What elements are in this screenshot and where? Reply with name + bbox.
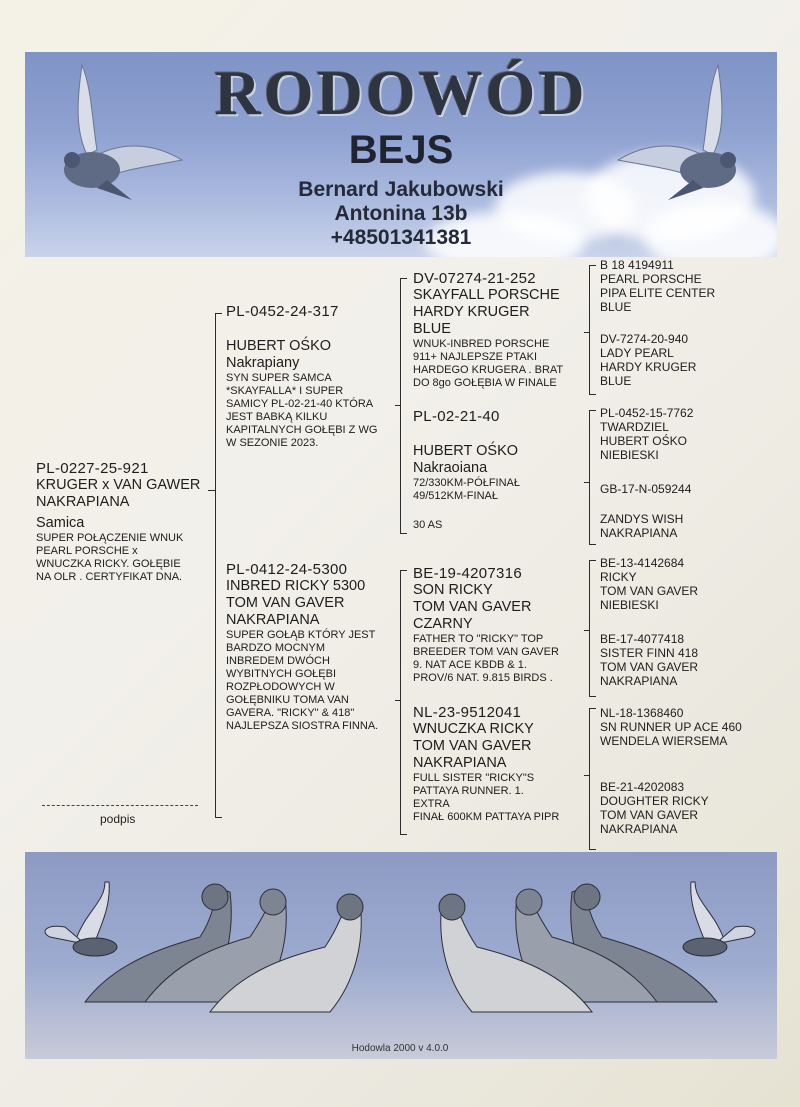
gp-dd-name: WNUCZKA RICKY (413, 721, 534, 737)
ggp-line: TWARDZIEL (600, 420, 669, 434)
ggp-line: LADY PEARL (600, 346, 674, 360)
ggp-4 (600, 482, 790, 540)
gp-sd-name: HUBERT OŚKO (413, 443, 519, 459)
gp-ss-color: BLUE (413, 321, 451, 337)
ggp-line: TOM VAN GAVER (600, 584, 699, 598)
owner-address: Antonina 13b (334, 202, 468, 225)
gp-ss-breeder: HARDY KRUGER (413, 304, 530, 320)
pigeons-illustration (25, 852, 777, 1059)
sire-name: HUBERT OŚKO (226, 338, 332, 354)
ggp-line: NAKRAPIANA (600, 822, 678, 836)
gp-dd-ring: NL-23-9512041 (413, 704, 522, 721)
subject-notes: SUPER POŁĄCZENIE WNUK PEARL PORSCHE x WNUCZKA RICKY. GOŁĘBIE NA OLR . CERTYFIKAT DNA. (36, 532, 184, 583)
ggp-line: BLUE (600, 300, 632, 314)
gp-ds-ring: BE-19-4207316 (413, 565, 522, 582)
ggp-line: NIEBIESKI (600, 448, 659, 462)
gp-sd-notes: 72/330KM-PÓŁFINAŁ 49/512KM-FINAŁ (413, 477, 520, 502)
ggp-1 (600, 258, 790, 314)
ggp-ring: GB-17-N-059244 (600, 482, 692, 496)
signature-line (42, 805, 198, 806)
sire-ring: PL-0452-24-317 (226, 303, 339, 320)
ggp-6 (600, 632, 790, 688)
ggp-ring: BE-17-4077418 (600, 632, 685, 646)
footer-pigeons-image (25, 852, 777, 1059)
ggp-line: SN RUNNER UP ACE 460 (600, 720, 742, 734)
software-credit: Hodowla 2000 v 4.0.0 (351, 1043, 449, 1054)
ggp-5 (600, 556, 790, 612)
ggp-line: WENDELA WIERSEMA (600, 734, 728, 748)
sire-color: Nakrapiany (226, 355, 300, 371)
dam-color: NAKRAPIANA (226, 612, 320, 628)
sire-bird (226, 303, 398, 450)
gp-sd-extra: 30 AS (413, 519, 443, 531)
ggp-line (600, 496, 790, 512)
grandsire-dam-side (413, 565, 588, 685)
gp-ds-color: CZARNY (413, 616, 473, 632)
owner-info (25, 178, 777, 250)
grandsire-sire-side (413, 270, 588, 390)
dam-bird (226, 561, 398, 733)
owner-name: Bernard Jakubowski (298, 178, 504, 201)
ggp-ring: BE-21-4202083 (600, 780, 685, 794)
subject-color: NAKRAPIANA (36, 494, 130, 510)
subject-sex: Samica (36, 515, 85, 531)
ggp-line: ZANDYS WISH (600, 512, 684, 526)
ggp-line: PEARL PORSCHE (600, 272, 702, 286)
dam-name: INBRED RICKY 5300 (226, 578, 366, 594)
ggp-7 (600, 706, 795, 748)
gp-ds-breeder: TOM VAN GAVER (413, 599, 532, 615)
ggp-line: TOM VAN GAVER (600, 808, 699, 822)
gp-ds-name: SON RICKY (413, 582, 493, 598)
ggp-line: NAKRAPIANA (600, 674, 678, 688)
owner-phone: +48501341381 (330, 226, 472, 249)
subject-bird (36, 460, 211, 584)
gp-dd-color: NAKRAPIANA (413, 755, 507, 771)
dam-notes: SUPER GOŁĄB KTÓRY JEST BARDZO MOCNYM INBREDEM DWÓCH WYBITNYCH GOŁĘBI ROZPŁODOWYCH W GOŁĘBNIKU TOMA VAN GAVERA. "RICKY" & 418" NAJLEPSZA SIOSTRA FINNA. (226, 629, 379, 732)
ggp-line: BLUE (600, 374, 632, 388)
dam-breeder: TOM VAN GAVER (226, 595, 345, 611)
header-banner (25, 52, 777, 257)
gp-dd-breeder: TOM VAN GAVER (413, 738, 532, 754)
ggp-8 (600, 780, 790, 836)
loft-name: BEJS (348, 128, 454, 172)
ggp-2 (600, 332, 790, 388)
ggp-line: DOUGHTER RICKY (600, 794, 709, 808)
ggp-line: NAKRAPIANA (600, 526, 678, 540)
ggp-line: NIEBIESKI (600, 598, 659, 612)
page-title: RODOWÓD (214, 57, 588, 128)
subject-name: KRUGER x VAN GAWER (36, 477, 201, 493)
ggp-ring: PL-0452-15-7762 (600, 406, 694, 420)
gp-ss-ring: DV-07274-21-252 (413, 270, 536, 287)
dam-ring: PL-0412-24-5300 (226, 561, 348, 578)
gp-sd-ring: PL-02-21-40 (413, 408, 500, 425)
signature-label: podpis (100, 812, 136, 826)
ggp-3 (600, 406, 790, 462)
granddam-dam-side (413, 704, 588, 824)
gp-sd-color: Nakraoiana (413, 460, 488, 476)
gp-dd-notes: FULL SISTER "RICKY"S PATTAYA RUNNER. 1. EXTRA FINAŁ 600KM PATTAYA PIPR (413, 772, 560, 823)
subject-ring: PL-0227-25-921 (36, 460, 149, 477)
sire-notes: SYN SUPER SAMCA *SKAYFALLA* I SUPER SAMICY PL-02-21-40 KTÓRA JEST BABKĄ KILKU KAPITALNYCH GOŁĘBI Z WG W SEZONIE 2023. (226, 372, 378, 449)
ggp-line: TOM VAN GAVER (600, 660, 699, 674)
ggp-line: SISTER FINN 418 (600, 646, 699, 660)
granddam-sire-side (413, 408, 588, 532)
gp-ss-name: SKAYFALL PORSCHE (413, 287, 560, 303)
ggp-line: RICKY (600, 570, 637, 584)
ggp-line: PIPA ELITE CENTER (600, 286, 716, 300)
ggp-line: HARDY KRUGER (600, 360, 697, 374)
ggp-ring: BE-13-4142684 (600, 556, 685, 570)
ggp-ring: DV-7274-20-940 (600, 332, 689, 346)
ggp-ring: B 18 4194911 (600, 258, 674, 272)
gp-ss-notes: WNUK-INBRED PORSCHE 911+ NAJLEPSZE PTAKI HARDEGO KRUGERA . BRAT DO 8go GOŁĘBIA W FINALE (413, 338, 564, 389)
ggp-ring: NL-18-1368460 (600, 706, 684, 720)
ggp-line: HUBERT OŚKO (600, 434, 687, 448)
gp-ds-notes: FATHER TO "RICKY" TOP BREEDER TOM VAN GAVER 9. NAT ACE KBDB & 1. PROV/6 NAT. 9.815 BIRDS . (413, 633, 559, 684)
